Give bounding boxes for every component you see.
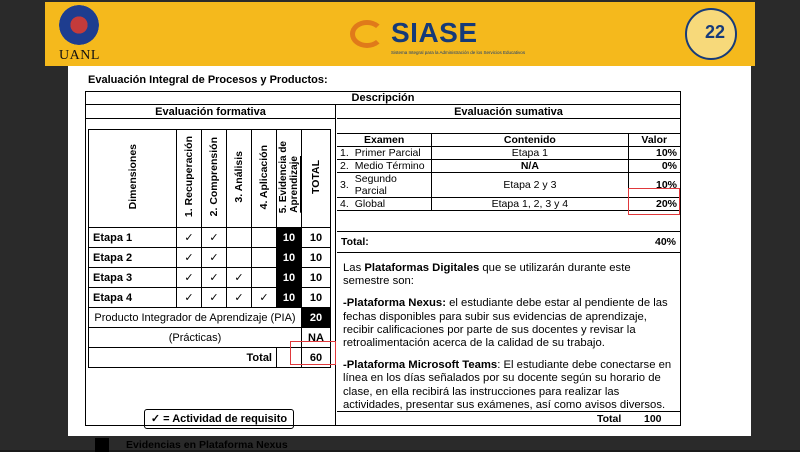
slide-content: [68, 66, 751, 451]
row-total: 10: [302, 288, 331, 308]
exam-value: 0%: [628, 160, 680, 173]
final-total-value: 100: [644, 413, 662, 425]
row-total: 10: [302, 268, 331, 288]
exam-value: 20%: [628, 198, 680, 211]
exam-value: 10%: [628, 173, 680, 198]
platforms-intro: Las Plataformas Digitales que se utilizarán durante este semestre son:: [343, 262, 631, 288]
evidence-value: 10: [277, 268, 302, 288]
check-cell: [252, 248, 277, 268]
exam-content: Etapa 1: [432, 147, 628, 160]
anniversary-logo-text: 22: [705, 22, 726, 42]
row-number: 1.: [337, 147, 352, 160]
final-total-row: [337, 411, 680, 425]
practicas-label: (Prácticas): [89, 328, 302, 348]
platforms-description: [343, 262, 677, 421]
table-row: [89, 288, 331, 308]
nexus-paragraph: -Plataforma Nexus: el estudiante debe estar al pendiente de las fechas disponibles para subir sus evidencias de aprendizaje, recibir calificaciones por parte de sus docentes y revisar la retroalimentación acerca de la calidad de su trabajo.: [343, 297, 668, 350]
check-cell: [252, 268, 277, 288]
check-cell: ✓: [177, 268, 202, 288]
stage-label: Etapa 4: [89, 288, 177, 308]
summative-total-label: Total:: [341, 236, 369, 248]
evidence-value: 10: [277, 228, 302, 248]
formative-section: [86, 105, 336, 451]
stage-label: Etapa 1: [89, 228, 177, 248]
evidence-value: 10: [277, 248, 302, 268]
formative-table: [88, 129, 331, 368]
check-cell: ✓: [252, 288, 277, 308]
stage-label: Etapa 2: [89, 248, 177, 268]
exam-content: Etapa 2 y 3: [432, 173, 628, 198]
formative-header-row: [89, 130, 331, 228]
summative-section: [337, 105, 680, 425]
col-exam: Examen: [337, 134, 432, 147]
check-cell: ✓: [202, 268, 227, 288]
stage-label: Etapa 3: [89, 268, 177, 288]
siase-subtitle: Sistema Integral para la Administración de los Servicios Educativos: [391, 50, 526, 55]
col-dimensions: Dimensiones: [89, 130, 177, 228]
requirement-note: ✓ = Actividad de requisito: [144, 409, 294, 429]
teams-paragraph: -Plataforma Microsoft Teams: El estudiante debe conectarse en línea en los días señalados por su docente según su horario de clase, en ella recibirá las instrucciones para realizar las actividades, presentar sus exámenes, así como avisos diversos.: [343, 359, 672, 411]
slide-title: Evaluación Integral de Procesos y Productos:: [88, 74, 328, 86]
check-cell: [227, 228, 252, 248]
exam-name: Segundo Parcial: [352, 173, 432, 198]
exam-name: Medio Término: [352, 160, 432, 173]
col-comprension: 2. Comprensión: [202, 130, 227, 228]
table-row: [89, 248, 331, 268]
pia-row: [89, 308, 331, 328]
siase-title: SIASE: [391, 17, 478, 48]
highlight-summative-total: [628, 188, 680, 215]
exam-name: Primer Parcial: [352, 147, 432, 160]
table-row: [89, 228, 331, 248]
pia-label: Producto Integrador de Aprendizaje (PIA): [89, 308, 302, 328]
nexus-legend-label: Evidencias en Plataforma Nexus: [126, 439, 288, 451]
col-content: Contenido: [432, 134, 628, 147]
col-aplicacion: 4. Aplicación: [252, 130, 277, 228]
check-cell: ✓: [177, 248, 202, 268]
uanl-logo-text: UANL: [59, 48, 100, 63]
evidence-value: 10: [277, 288, 302, 308]
exam-content: Etapa 1, 2, 3 y 4: [432, 198, 628, 211]
row-total: 10: [302, 248, 331, 268]
practicas-value: NA: [302, 328, 331, 348]
check-cell: ✓: [177, 288, 202, 308]
description-header: Descripción: [86, 92, 680, 105]
check-cell: ✓: [202, 248, 227, 268]
summative-total-value: 40%: [654, 236, 676, 248]
row-number: 4.: [337, 198, 352, 211]
exam-content: N/A: [432, 160, 628, 173]
siase-swoosh-icon: [350, 20, 384, 48]
table-row: [89, 268, 331, 288]
summative-header-row: [337, 134, 680, 147]
check-cell: ✓: [202, 288, 227, 308]
final-total-label: Total: [597, 413, 622, 425]
check-cell: ✓: [202, 228, 227, 248]
col-evidencia-line2: Aprendizaje: [289, 156, 300, 214]
check-cell: ✓: [227, 288, 252, 308]
col-value: Valor: [628, 134, 680, 147]
col-evidencia: [277, 130, 302, 228]
pia-value: 20: [302, 308, 331, 328]
row-total: 10: [302, 228, 331, 248]
evaluation-table: [85, 91, 681, 451]
formative-heading: Evaluación formativa: [86, 105, 335, 119]
formative-total-label: Total: [89, 348, 277, 368]
exam-name: Global: [352, 198, 432, 211]
formative-total-value: 60: [302, 348, 331, 368]
highlight-formative-total: [290, 341, 336, 365]
check-cell: ✓: [227, 268, 252, 288]
check-cell: [252, 228, 277, 248]
row-number: 3.: [337, 173, 352, 198]
anniversary-logo: [685, 8, 737, 60]
table-row: [337, 147, 680, 160]
col-evidencia-line1: 5. Evidencia de: [278, 140, 289, 214]
col-recuperacion: 1. Recuperación: [177, 130, 202, 228]
header-banner: [45, 2, 755, 66]
check-cell: ✓: [177, 228, 202, 248]
col-total: TOTAL: [302, 130, 331, 228]
col-analisis: 3. Análisis: [227, 130, 252, 228]
uanl-shield-logo: [59, 5, 99, 45]
row-number: 2.: [337, 160, 352, 173]
summative-total-row: [337, 231, 680, 253]
summative-heading: Evaluación sumativa: [337, 105, 680, 119]
table-row: [337, 160, 680, 173]
check-cell: [227, 248, 252, 268]
exam-value: 10%: [628, 147, 680, 160]
